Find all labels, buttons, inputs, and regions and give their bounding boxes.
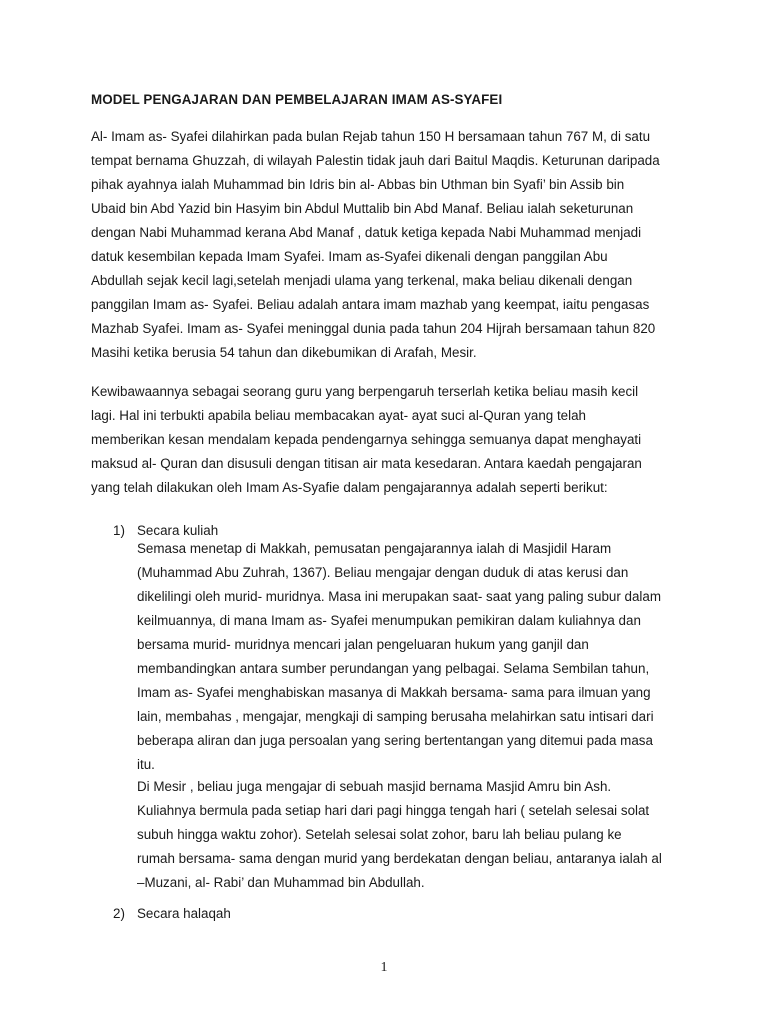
text-line: dengan Nabi Muhammad kerana Abd Manaf , datuk ketiga kepada Nabi Muhammad menjadi bbox=[91, 225, 642, 240]
text-line: itu. bbox=[137, 757, 155, 772]
list-item-paragraph-makkah bbox=[137, 537, 697, 777]
text-line: –Muzani, al- Rabi’ dan Muhammad bin Abdullah. bbox=[137, 875, 425, 890]
text-line: maksud al- Quran dan disusuli dengan titisan air mata kesedaran. Antara kaedah pengajaran bbox=[91, 456, 642, 471]
list-marker: 1) bbox=[113, 523, 125, 538]
text-line: datuk kesembilan kepada Imam Syafei. Imam as-Syafei dikenali dengan panggilan Abu bbox=[91, 249, 608, 264]
text-line: dikelilingi oleh murid- muridnya. Masa ini merupakan saat- saat yang paling subur dalam bbox=[137, 589, 661, 604]
text-line: lain, membahas , mengajar, mengkaji di samping berusaha melahirkan satu intisari dari bbox=[137, 709, 654, 724]
text-line: panggilan Imam as- Syafei. Beliau adalah antara imam mazhab yang keempat, iaitu pengasas bbox=[91, 297, 650, 312]
text-line: Al- Imam as- Syafei dilahirkan pada bulan Rejab tahun 150 H bersamaan tahun 767 M, di satu bbox=[91, 129, 651, 144]
list-item-paragraph-mesir bbox=[137, 775, 697, 895]
text-line: yang telah dilakukan oleh Imam As-Syafie dalam pengajarannya adalah seperti berikut: bbox=[91, 480, 608, 495]
list-item-heading: Secara halaqah bbox=[137, 906, 231, 921]
text-line: Kewibawaannya sebagai seorang guru yang berpengaruh terserlah ketika beliau masih kecil bbox=[91, 384, 639, 399]
list-item-heading: Secara kuliah bbox=[137, 523, 219, 538]
text-line: Mazhab Syafei. Imam as- Syafei meninggal dunia pada tahun 204 Hijrah bersamaan tahun 820 bbox=[91, 321, 656, 336]
text-line: bersama murid- muridnya mencari jalan pengeluaran hukum yang ganjil dan bbox=[137, 637, 589, 652]
text-line: membandingkan antara sumber perundangan yang pelbagai. Selama Sembilan tahun, bbox=[137, 661, 650, 676]
paragraph-authority bbox=[91, 380, 691, 500]
list-marker: 2) bbox=[113, 906, 125, 921]
text-line: Kuliahnya bermula pada setiap hari dari pagi hingga tengah hari ( setelah selesai solat bbox=[137, 803, 650, 818]
text-line: Imam as- Syafei menghabiskan masanya di Makkah bersama- sama para ilmuan yang bbox=[137, 685, 651, 700]
text-line: Di Mesir , beliau juga mengajar di sebuah masjid bernama Masjid Amru bin Ash. bbox=[137, 779, 612, 794]
text-line: pihak ayahnya ialah Muhammad bin Idris bin al- Abbas bin Uthman bin Syafi’ bin Assib bin bbox=[91, 177, 625, 192]
text-line: lagi. Hal ini terbukti apabila beliau membacakan ayat- ayat suci al-Quran yang telah bbox=[91, 408, 586, 423]
text-line: beberapa aliran dan juga persoalan yang sering bertentangan yang ditemui pada masa bbox=[137, 733, 653, 748]
document-title: MODEL PENGAJARAN DAN PEMBELAJARAN IMAM AS-SYAFEI bbox=[91, 92, 503, 107]
text-line: subuh hingga waktu zohor). Setelah selesai solat zohor, baru lah beliau pulang ke bbox=[137, 827, 622, 842]
text-line: Ubaid bin Abd Yazid bin Hasyim bin Abdul Muttalib bin Abd Manaf. Beliau ialah seketurunan bbox=[91, 201, 634, 216]
paragraph-biography bbox=[91, 125, 691, 365]
text-line: Masihi ketika berusia 54 tahun dan dikebumikan di Arafah, Mesir. bbox=[91, 345, 477, 360]
text-line: rumah bersama- sama dengan murid yang berdekatan dengan beliau, antaranya ialah al bbox=[137, 851, 662, 866]
text-line: Abdullah sejak kecil lagi,setelah menjadi ulama yang terkenal, maka beliau dikenali dengan bbox=[91, 273, 633, 288]
text-line: Semasa menetap di Makkah, pemusatan pengajarannya ialah di Masjidil Haram bbox=[137, 541, 612, 556]
page-number: 1 bbox=[380, 960, 388, 975]
text-line: keilmuannya, di mana Imam as- Syafei menumpukan pemikiran dalam kuliahnya dan bbox=[137, 613, 641, 628]
text-line: tempat bernama Ghuzzah, di wilayah Palestin tidak jauh dari Baitul Maqdis. Keturunan daripada bbox=[91, 153, 660, 168]
text-line: (Muhammad Abu Zuhrah, 1367). Beliau mengajar dengan duduk di atas kerusi dan bbox=[137, 565, 629, 580]
text-line: memberikan kesan mendalam kepada pendengarnya sehingga semuanya dapat menghayati bbox=[91, 432, 642, 447]
